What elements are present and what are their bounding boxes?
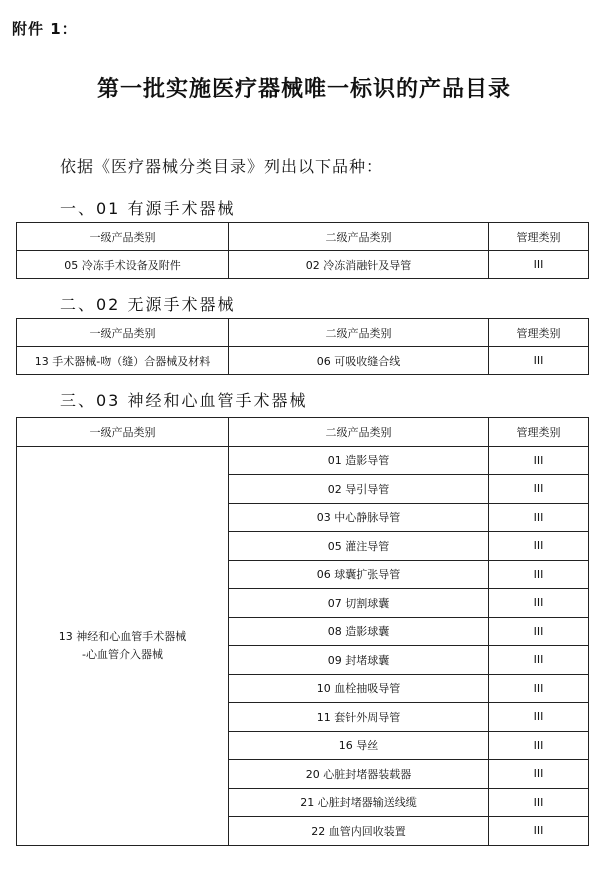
header-level1: 一级产品类别 bbox=[17, 319, 229, 347]
table-section-02 bbox=[16, 318, 589, 375]
cell-management: III bbox=[489, 674, 589, 703]
table-row bbox=[17, 446, 589, 475]
section-title-01: 一、01 有源手术器械 bbox=[60, 199, 236, 218]
cell-level2: 10 血栓抽吸导管 bbox=[229, 674, 489, 703]
table-header-row bbox=[17, 223, 589, 251]
table-row bbox=[17, 347, 589, 375]
cell-management: III bbox=[489, 760, 589, 789]
cell-level2: 11 套针外周导管 bbox=[229, 703, 489, 732]
cell-level2: 21 心脏封堵器输送线缆 bbox=[229, 788, 489, 817]
cell-management: III bbox=[489, 703, 589, 732]
cell-management: III bbox=[489, 817, 589, 846]
level1-line1: 13 神经和心血管手术器械 bbox=[58, 629, 187, 643]
cell-level2: 02 冷冻消融针及导管 bbox=[229, 251, 489, 279]
page-title: 第一批实施医疗器械唯一标识的产品目录 bbox=[96, 76, 511, 102]
cell-management: III bbox=[489, 560, 589, 589]
cell-level2: 16 导丝 bbox=[229, 731, 489, 760]
cell-level1: 13 手术器械-吻（缝）合器械及材料 bbox=[17, 347, 229, 375]
section-title-03: 三、03 神经和心血管手术器械 bbox=[60, 391, 308, 410]
cell-level2: 09 封堵球囊 bbox=[229, 646, 489, 675]
header-level1: 一级产品类别 bbox=[17, 223, 229, 251]
header-management: 管理类别 bbox=[489, 319, 589, 347]
cell-level2: 05 灌注导管 bbox=[229, 532, 489, 561]
header-level1: 一级产品类别 bbox=[17, 418, 229, 447]
cell-level2: 08 造影球囊 bbox=[229, 617, 489, 646]
cell-management: III bbox=[489, 646, 589, 675]
cell-management: III bbox=[489, 532, 589, 561]
cell-level1: 05 冷冻手术设备及附件 bbox=[17, 251, 229, 279]
cell-management: III bbox=[489, 347, 589, 375]
cell-level2: 07 切割球囊 bbox=[229, 589, 489, 618]
cell-level2: 01 造影导管 bbox=[229, 446, 489, 475]
cell-management: III bbox=[489, 788, 589, 817]
cell-level2: 02 导引导管 bbox=[229, 475, 489, 504]
attachment-label: 附件 1： bbox=[12, 20, 78, 38]
cell-management: III bbox=[489, 617, 589, 646]
table-row bbox=[17, 251, 589, 279]
header-level2: 二级产品类别 bbox=[229, 223, 489, 251]
cell-level2: 06 球囊扩张导管 bbox=[229, 560, 489, 589]
header-level2: 二级产品类别 bbox=[229, 418, 489, 447]
header-level2: 二级产品类别 bbox=[229, 319, 489, 347]
cell-management: III bbox=[489, 503, 589, 532]
cell-level2: 06 可吸收缝合线 bbox=[229, 347, 489, 375]
header-management: 管理类别 bbox=[489, 418, 589, 447]
cell-level2: 22 血管内回收装置 bbox=[229, 817, 489, 846]
table-header-row bbox=[17, 319, 589, 347]
cell-management: III bbox=[489, 251, 589, 279]
level1-line2: -心血管介入器械 bbox=[82, 647, 163, 661]
table-section-01 bbox=[16, 222, 589, 279]
cell-management: III bbox=[489, 589, 589, 618]
cell-level1-merged bbox=[17, 446, 229, 845]
section-title-02: 二、02 无源手术器械 bbox=[60, 295, 236, 314]
cell-level2: 03 中心静脉导管 bbox=[229, 503, 489, 532]
cell-level2: 20 心脏封堵器装载器 bbox=[229, 760, 489, 789]
table-section-03 bbox=[16, 417, 589, 846]
intro-text: 依据《医疗器械分类目录》列出以下品种： bbox=[60, 157, 384, 176]
header-management: 管理类别 bbox=[489, 223, 589, 251]
cell-management: III bbox=[489, 475, 589, 504]
cell-management: III bbox=[489, 731, 589, 760]
cell-management: III bbox=[489, 446, 589, 475]
table-header-row bbox=[17, 418, 589, 447]
